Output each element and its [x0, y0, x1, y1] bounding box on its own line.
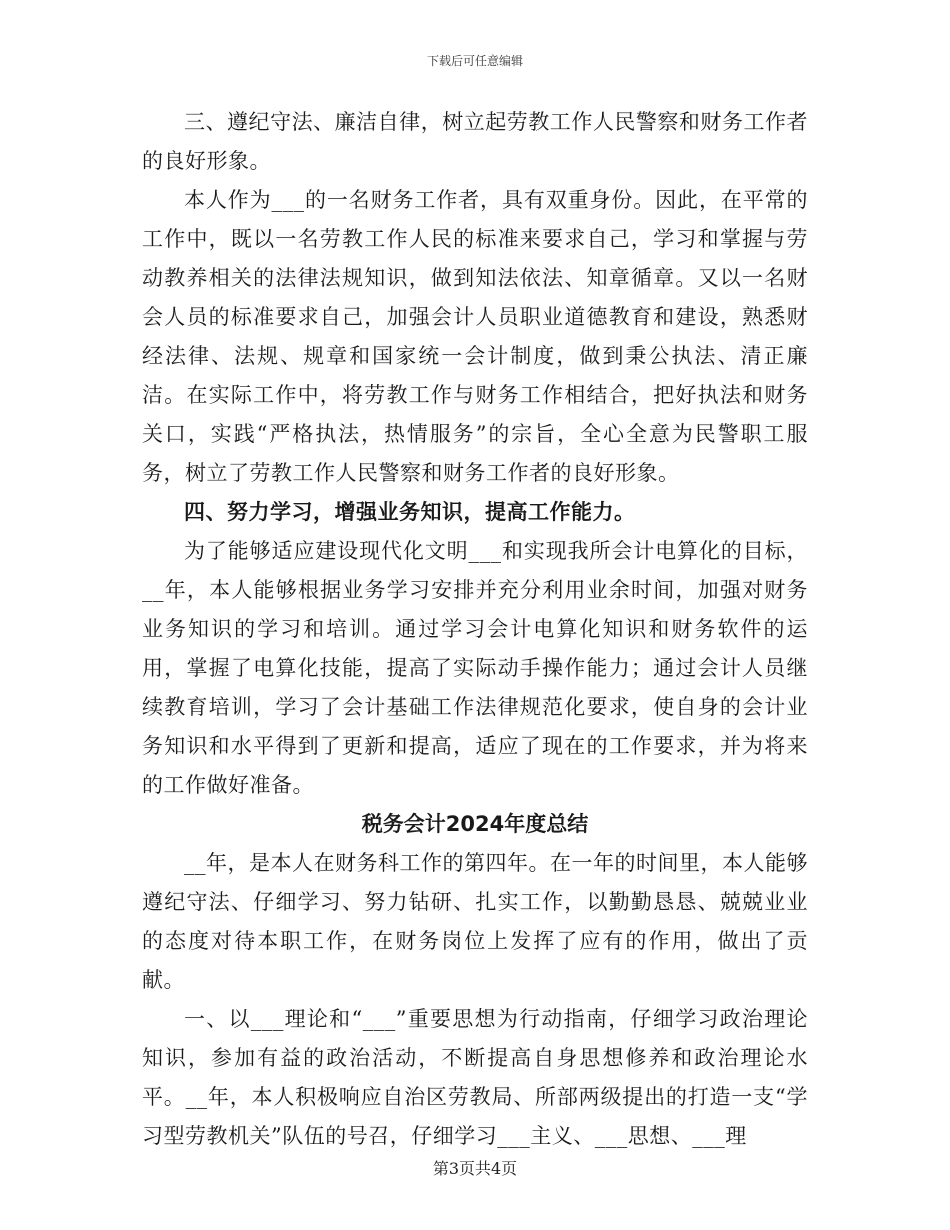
- paragraph-section-three: 三、遵纪守法、廉洁自律，树立起劳教工作人民警察和财务工作者的良好形象。: [142, 110, 808, 173]
- page-header-note: 下载后可任意编辑: [426, 54, 523, 68]
- paragraph-section-one: 一、以___理论和“___”重要思想为行动指南，仔细学习政治理论知识，参加有益的政治活动，不断提高自身思想修养和政治理论水平。__年，本人积极响应自治区劳教局、所部两级提出的打造一支“学习型劳教机关”队伍的号召，仔细学习___主义、___思想、___理: [142, 1007, 808, 1148]
- document-title: 税务会计2024年度总结: [361, 812, 589, 836]
- heading-section-four: 四、努力学习，增强业务知识，提高工作能力。: [184, 500, 636, 524]
- document-body: [142, 103, 808, 1156]
- paragraph-study: 为了能够适应建设现代化文明___和实现我所会计电算化的目标，__年，本人能够根据业务学习安排并充分利用业余时间，加强对财务业务知识的学习和培训。通过学习会计电算化知识和财务软件的运用，掌握了电算化技能，提高了实际动手操作能力；通过会计人员继续教育培训，学习了会计基础工作法律规范化要求，使自身的会计业务知识和水平得到了更新和提高，适应了现在的工作要求，并为将来的工作做好准备。: [142, 539, 808, 797]
- page-number: 第3页共4页: [432, 1159, 518, 1178]
- paragraph-intro: __年，是本人在财务科工作的第四年。在一年的时间里，本人能够遵纪守法、仔细学习、努力钻研、扎实工作，以勤勤恳恳、兢兢业业的态度对待本职工作，在财务岗位上发挥了应有的作用，做出了贡献。: [142, 851, 808, 992]
- paragraph-dual-identity: 本人作为___的一名财务工作者，具有双重身份。因此，在平常的工作中，既以一名劳教工作人民的标准来要求自己，学习和掌握与劳动教养相关的法律法规知识，做到知法依法、知章循章。又以一名财会人员的标准要求自己，加强会计人员职业道德教育和建设，熟悉财经法律、法规、规章和国家统一会计制度，做到秉公执法、清正廉洁。在实际工作中，将劳教工作与财务工作相结合，把好执法和财务关口，实践“严格执法，热情服务”的宗旨，全心全意为民警职工服务，树立了劳教工作人民警察和财务工作者的良好形象。: [142, 188, 808, 485]
